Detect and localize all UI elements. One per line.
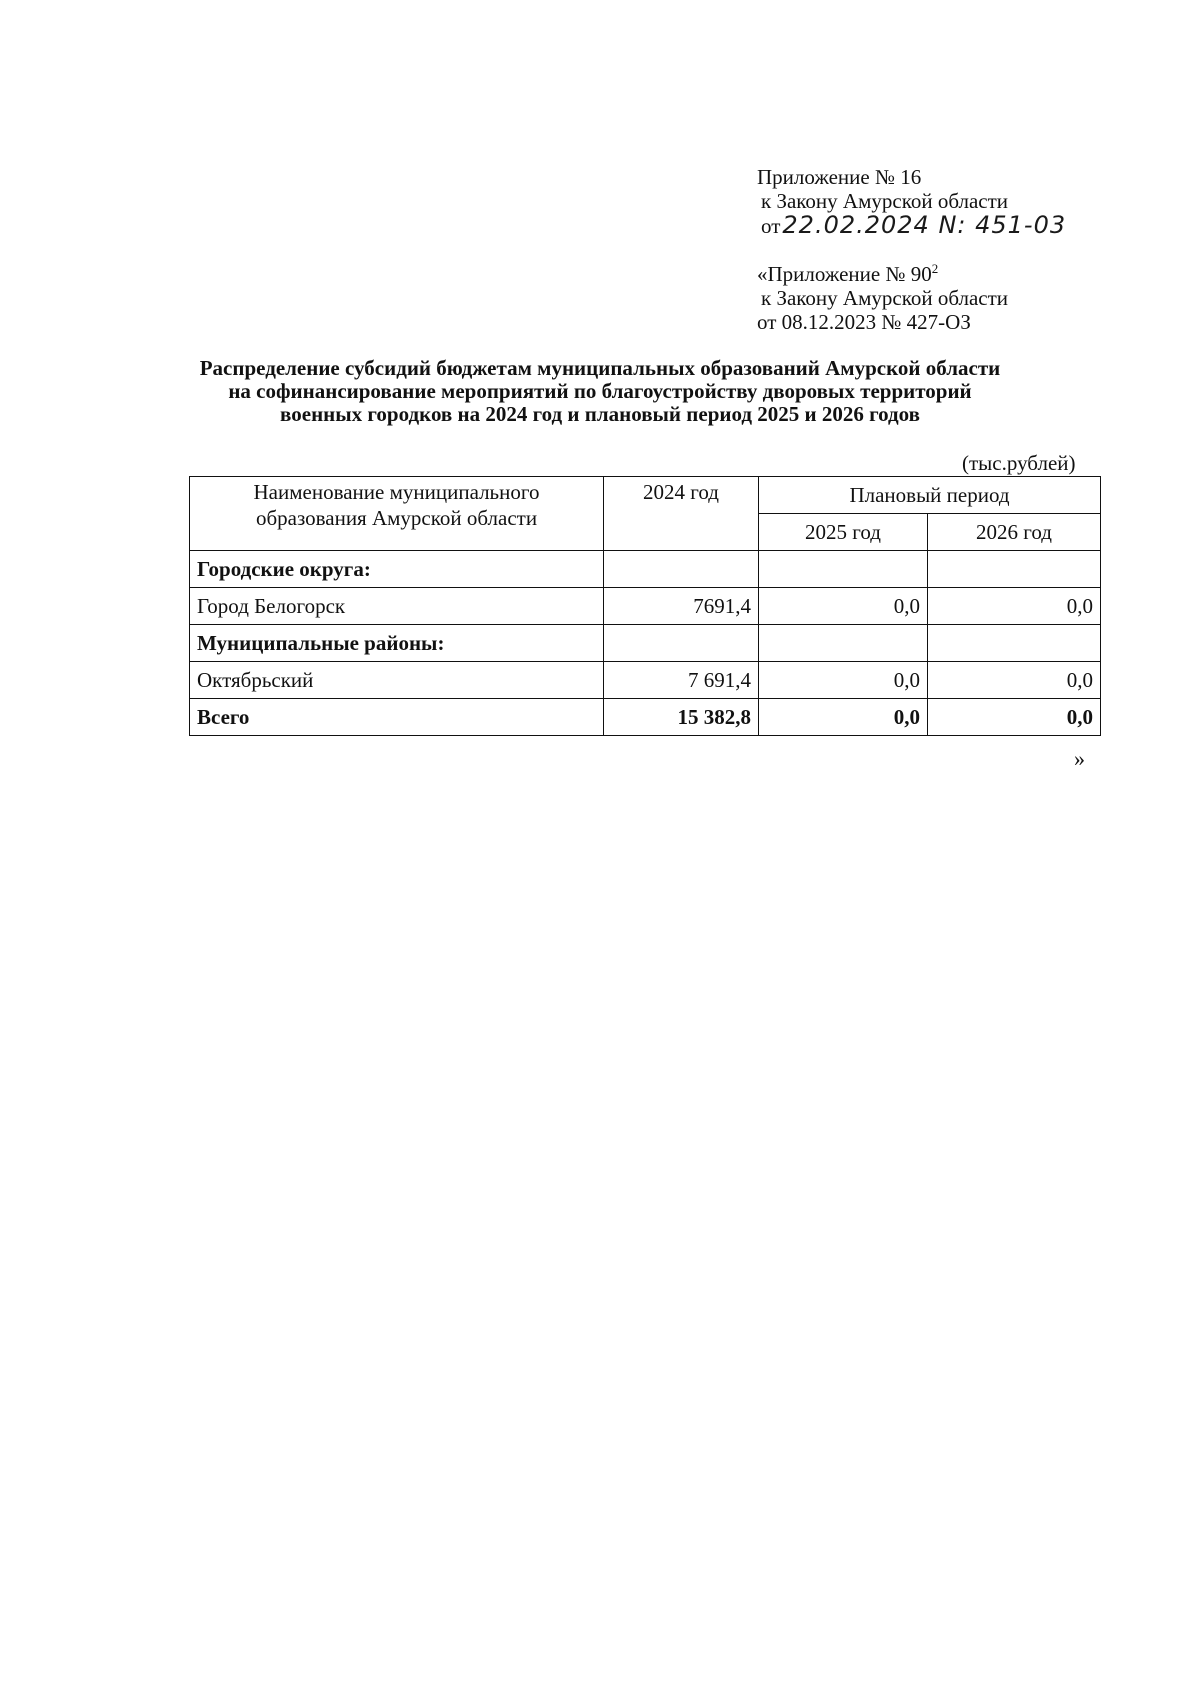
subsidy-table <box>189 476 1101 736</box>
annex-superscript: 2 <box>931 261 939 276</box>
row-value-2026: 0,0 <box>928 662 1101 699</box>
total-value-2026: 0,0 <box>928 699 1101 736</box>
row-value-2025: 0,0 <box>759 662 928 699</box>
row-value-2025 <box>759 551 928 588</box>
annex-law: к Закону Амурской области <box>761 189 1009 213</box>
header-planned-period: Плановый период <box>759 477 1101 514</box>
table-row <box>190 625 1101 662</box>
previous-annex-number: «Приложение № $90^2$ <box>757 261 939 286</box>
row-name: Городские округа: <box>190 551 604 588</box>
title-line-3: военных городков на 2024 год и плановый период 2025 и 2026 годов <box>280 402 920 426</box>
title-line-1: Распределение субсидий бюджетам муниципальных образований Амурской области <box>199 356 1001 380</box>
document-title <box>100 357 1100 426</box>
annex-number: Приложение № 16 <box>757 165 922 189</box>
previous-annex-date: от 08.12.2023 № 427-ОЗ <box>757 310 971 334</box>
closing-quote: » <box>1074 746 1085 771</box>
annex-date-line <box>757 213 1066 238</box>
unit-label: (тыс.рублей) <box>962 451 1076 475</box>
previous-annex-law: к Закону Амурской области <box>761 286 1009 310</box>
total-label: Всего <box>190 699 604 736</box>
table-row <box>190 662 1101 699</box>
row-value-2026: 0,0 <box>928 588 1101 625</box>
row-value-2025 <box>759 625 928 662</box>
row-value-2026 <box>928 625 1101 662</box>
header-2025: 2025 год <box>759 514 928 551</box>
annex-reference <box>757 165 1066 238</box>
table-row-total <box>190 699 1101 736</box>
row-name: Город Белогорск <box>190 588 604 625</box>
row-name: Муниципальные районы: <box>190 625 604 662</box>
row-value-2025: 0,0 <box>759 588 928 625</box>
title-line-2: на софинансирование мероприятий по благоустройству дворовых территорий <box>228 379 972 403</box>
total-value-2024: 15 382,8 <box>604 699 759 736</box>
row-name: Октябрьский <box>190 662 604 699</box>
row-value-2024 <box>604 625 759 662</box>
row-value-2026 <box>928 551 1101 588</box>
header-2024: 2024 год <box>604 477 759 551</box>
previous-annex-reference <box>757 262 1008 334</box>
table-row <box>190 588 1101 625</box>
row-value-2024: 7691,4 <box>604 588 759 625</box>
row-value-2024: 7 691,4 <box>604 662 759 699</box>
header-2026: 2026 год <box>928 514 1101 551</box>
annex-date-prefix: от <box>761 214 781 238</box>
total-value-2025: 0,0 <box>759 699 928 736</box>
header-municipality: Наименование муниципального образования Амурской области <box>190 477 604 551</box>
table-row <box>190 551 1101 588</box>
row-value-2024 <box>604 551 759 588</box>
handwritten-date-number: 22.02.2024 N: 451-03 <box>782 211 1067 239</box>
